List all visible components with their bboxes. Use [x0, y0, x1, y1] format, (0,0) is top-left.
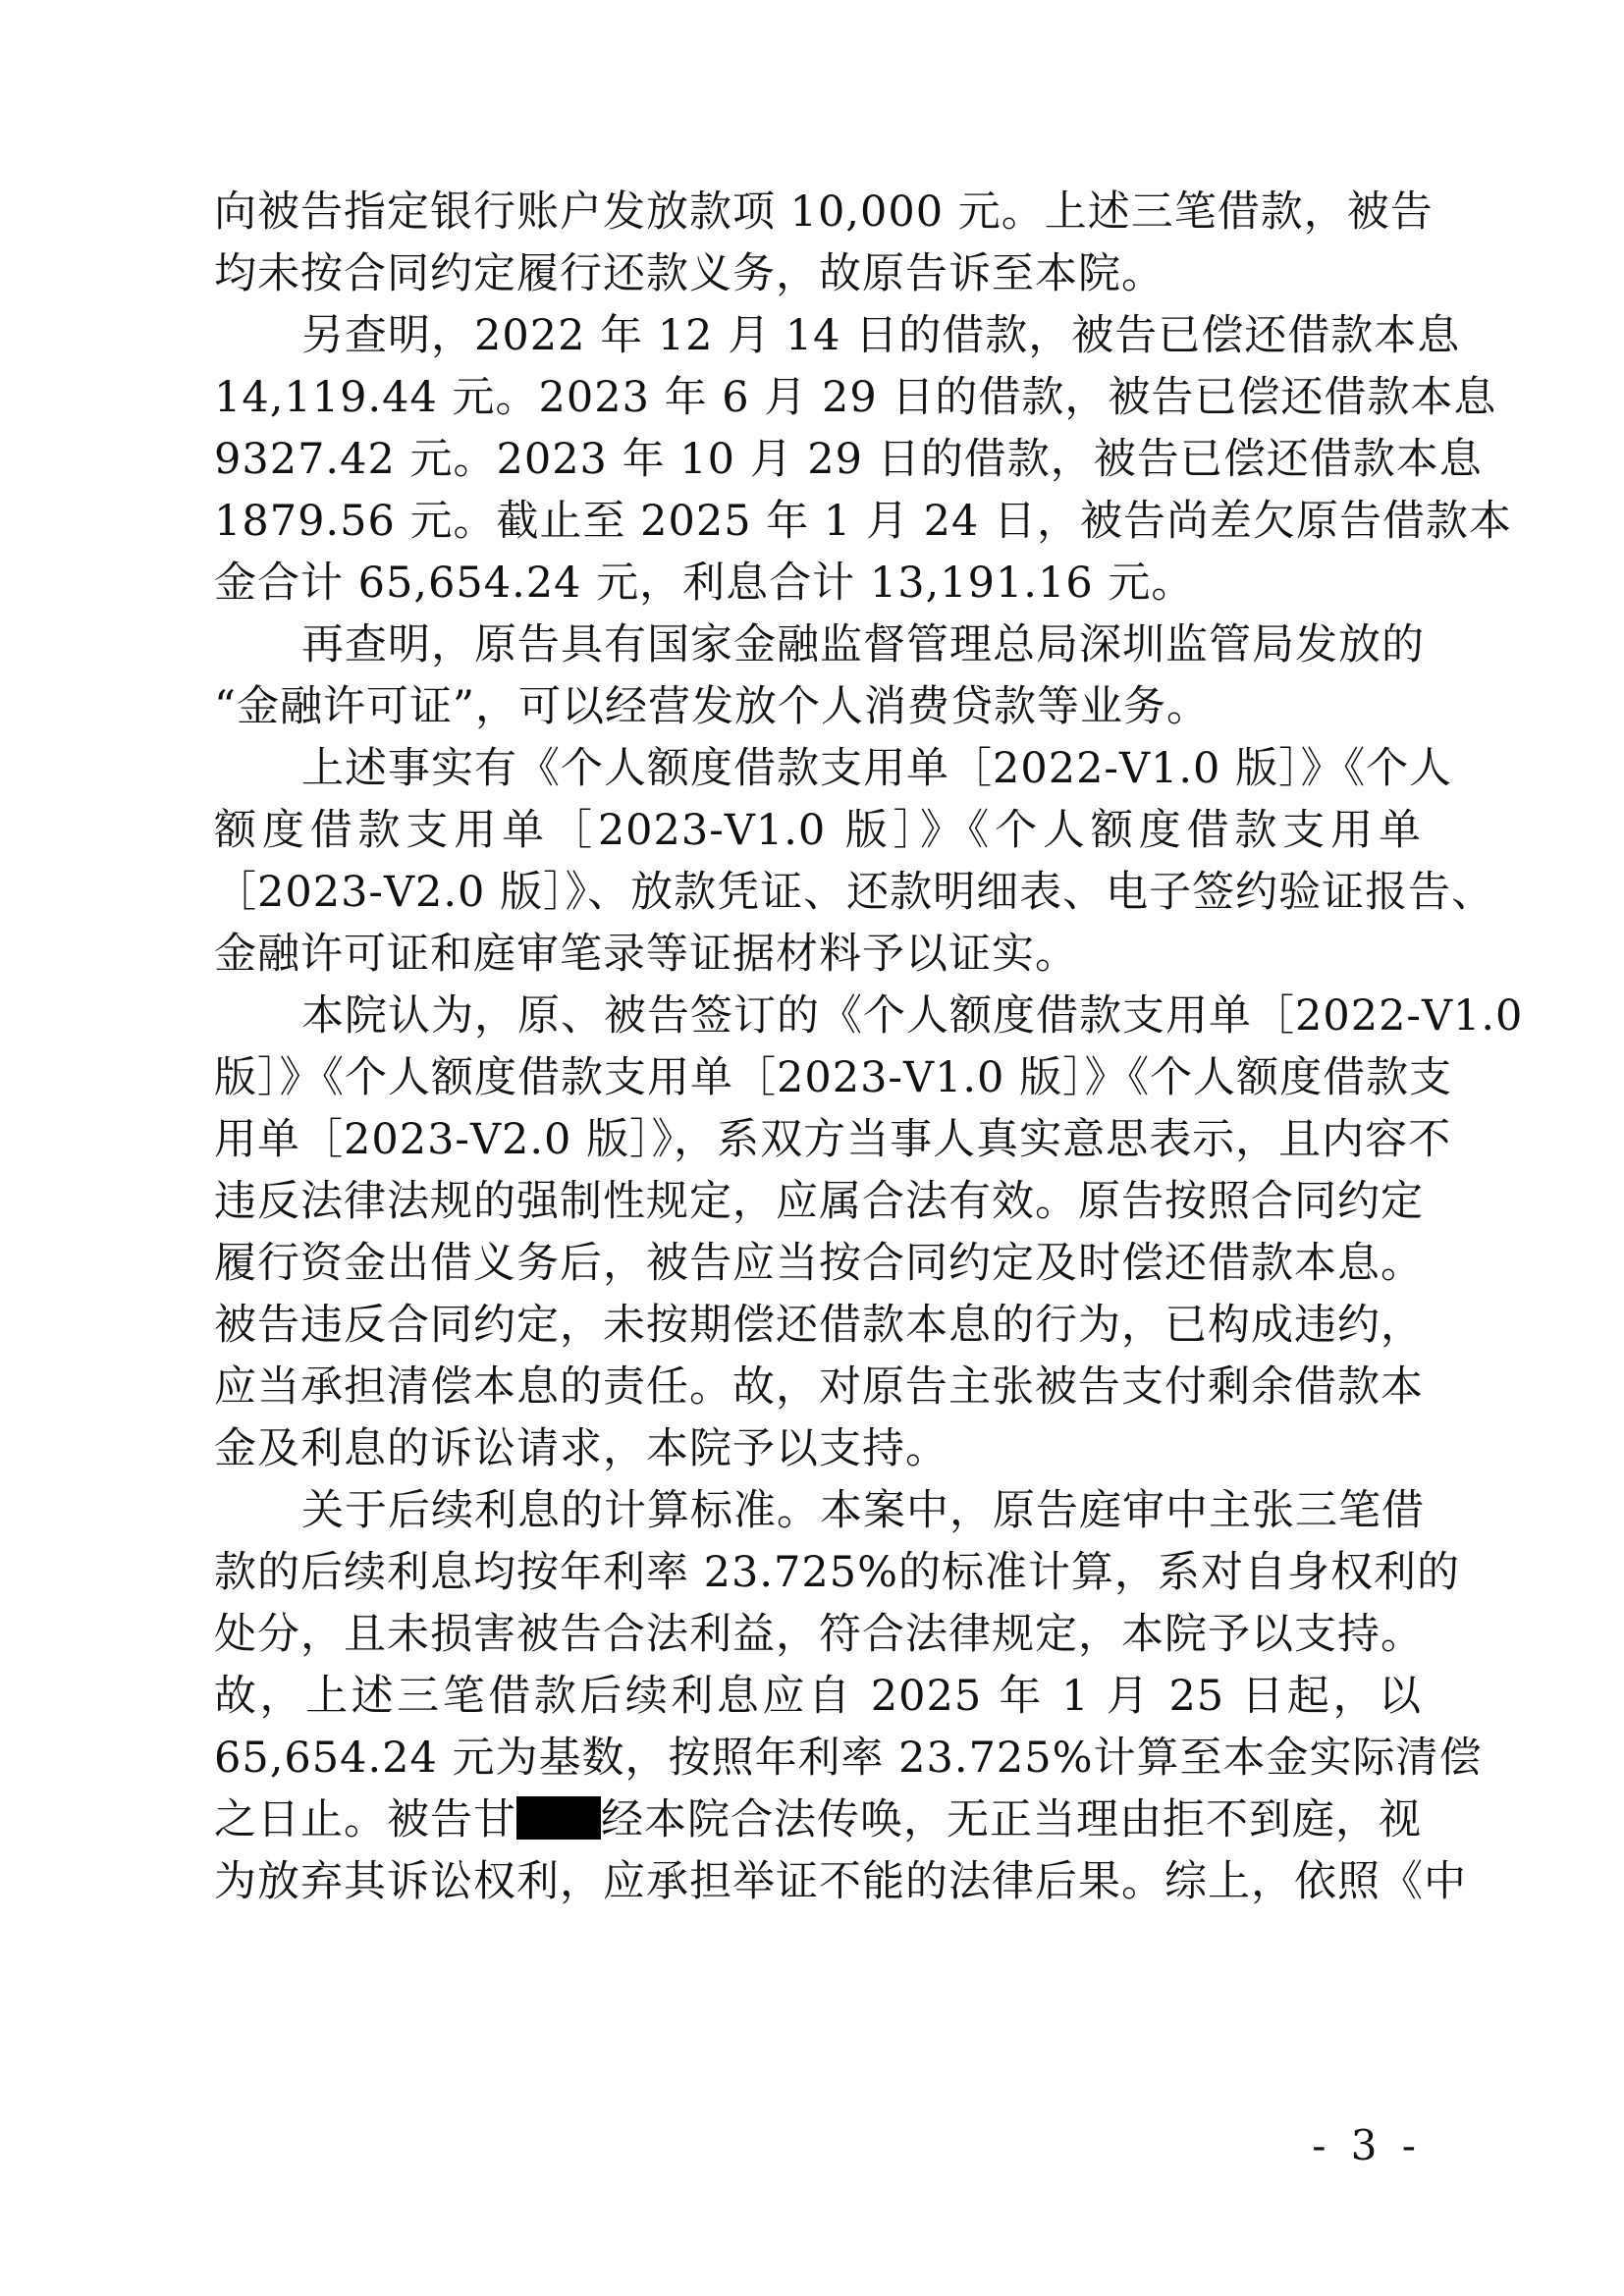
text-line: 版］》《个人额度借款支用单［2023-V1.0 版］》《个人额度借款支: [214, 1053, 1453, 1102]
text-line: 被告违反合同约定，未按期偿还借款本息的行为，已构成违约，: [214, 1301, 1424, 1350]
text-line: 金合计 65,654.24 元，利息合计 13,191.16 元。: [214, 559, 1195, 608]
text-line: 另查明，2022 年 12 月 14 日的借款，被告已偿还借款本息: [301, 311, 1461, 360]
text-line: 金融许可证和庭审笔录等证据材料予以证实。: [214, 930, 1078, 979]
text-line: 本院认为，原、被告签订的《个人额度借款支用单［2022-V1.0: [301, 991, 1524, 1041]
redaction-line: [214, 1789, 1422, 1851]
page-number: - 3 -: [1312, 2121, 1422, 2169]
text-before-redaction: 之日止。被告甘: [214, 1795, 516, 1844]
text-line: 用单［2023-V2.0 版］》，系双方当事人真实意思表示，且内容不: [214, 1115, 1452, 1164]
text-after-redaction: 经本院合法传唤，无正当理由拒不到庭，视: [601, 1795, 1422, 1844]
text-line: 为放弃其诉讼权利，应承担举证不能的法律后果。综上，依照《中: [214, 1857, 1467, 1906]
text-line: 向被告指定银行账户发放款项 10,000 元。上述三笔借款，被告: [214, 187, 1434, 237]
text-line: 均未按合同约定履行还款义务，故原告诉至本院。: [214, 249, 1164, 298]
text-line: 9327.42 元。2023 年 10 月 29 日的借款，被告已偿还借款本息: [214, 435, 1483, 484]
text-line: 1879.56 元。截止至 2025 年 1 月 24 日，被告尚差欠原告借款本: [214, 497, 1513, 546]
text-line: 故，上述三笔借款后续利息应自 2025 年 1 月 25 日起，以: [214, 1672, 1422, 1721]
redaction-block: [516, 1796, 601, 1840]
text-line: 应当承担清偿本息的责任。故，对原告主张被告支付剩余借款本: [214, 1362, 1424, 1412]
text-line: 款的后续利息均按年利率 23.725%的标准计算，系对自身权利的: [214, 1548, 1460, 1597]
text-line: 履行资金出借义务后，被告应当按合同约定及时偿还借款本息。: [214, 1239, 1424, 1288]
text-line: 14,119.44 元。2023 年 6 月 29 日的借款，被告已偿还借款本息: [214, 373, 1497, 422]
text-line: 再查明，原告具有国家金融监督管理总局深圳监管局发放的: [301, 620, 1425, 669]
text-line: 上述事实有《个人额度借款支用单［2022-V1.0 版］》《个人: [301, 744, 1453, 793]
text-line: ［2023-V2.0 版］》、放款凭证、还款明细表、电子签约验证报告、: [214, 868, 1495, 917]
text-line: 金及利息的诉讼请求，本院予以支持。: [214, 1424, 948, 1473]
text-line: 65,654.24 元为基数，按照年利率 23.725%计算至本金实际清偿: [214, 1734, 1483, 1783]
text-line: “金融许可证”，可以经营发放个人消费贷款等业务。: [214, 682, 1210, 731]
text-line: 违反法律法规的强制性规定，应属合法有效。原告按照合同约定: [214, 1177, 1424, 1226]
text-line: 处分，且未损害被告合法利益，符合法律规定，本院予以支持。: [214, 1610, 1424, 1659]
text-line: 额度借款支用单［2023-V1.0 版］》《个人额度借款支用单: [214, 806, 1422, 855]
text-line: 关于后续利息的计算标准。本案中，原告庭审中主张三笔借: [301, 1486, 1425, 1535]
